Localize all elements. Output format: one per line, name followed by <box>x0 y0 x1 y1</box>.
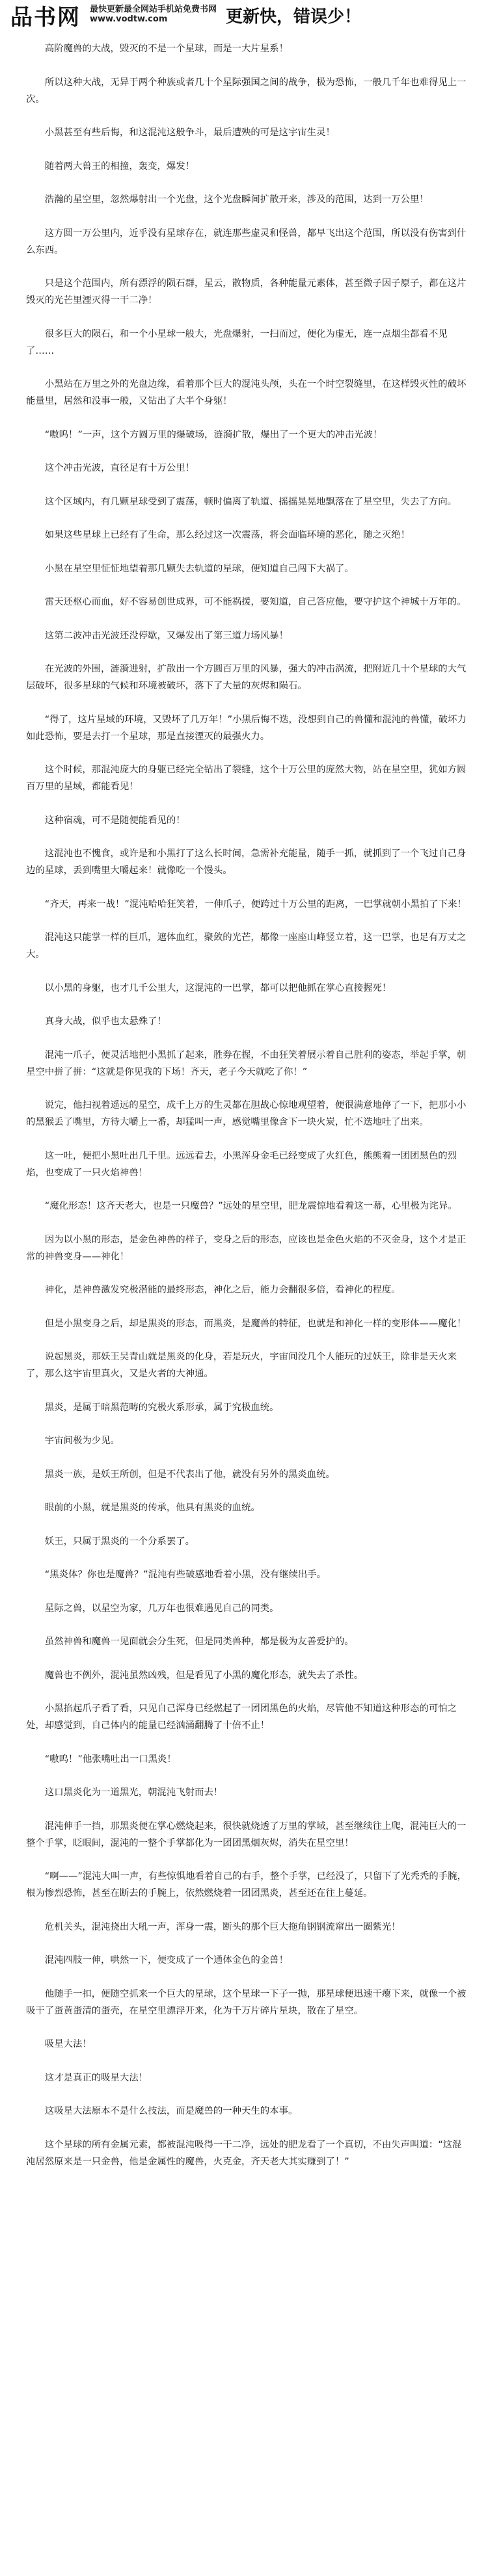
chapter-paragraph: 很多巨大的陨石，和一个小星球一般大，光盘爆射，一扫而过，便化为虚无，连一点烟尘都看不见了…… <box>26 328 448 356</box>
chapter-paragraph: 这个星球的所有金属元素，都被混沌吸得一干二净，远处的肥龙看了一个真切，不由失声叫道：“这混沌居然原来是一只金兽，他是金属性的魔兽，火克金，齐天老大其实赚到了！” <box>26 2139 462 2167</box>
chapter-paragraph: 这第二波冲击光波还没停歇，又爆发出了第三道力场风暴！ <box>44 630 288 641</box>
chapter-paragraph: 小黑在星空里怔怔地望着那几颗失去轨道的星球，便知道自己闯下大祸了。 <box>44 563 354 574</box>
chapter-paragraph: 神化，是神兽激发究极潜能的最终形态，神化之后，能力会翻很多倍，看神化的程度。 <box>44 1285 401 1295</box>
chapter-paragraph: 这种宿魂，可不是随便能看见的！ <box>44 815 185 826</box>
chapter-paragraph: 这混沌也不愧食，或许是和小黑打了这么长时间，急需补充能量，随手一抓，就抓到了一个飞过自己身边的星球，丢到嘴里大嚼起来！就像吃一个馒头。 <box>26 848 467 876</box>
chapter-paragraph: 小黑甚至有些后悔，和这混沌这般争斗，最后遭殃的可是这宇宙生灵！ <box>44 127 335 138</box>
chapter-paragraph: 宇宙间极为少见。 <box>44 1436 120 1446</box>
chapter-paragraph: 魔兽也不例外，混沌虽然凶残，但是看见了小黑的魔化形态，就失去了杀性。 <box>44 1670 364 1681</box>
chapter-paragraph: 混沌四肢一伸，哄然一下，便变成了一个通体金色的金兽！ <box>44 1955 288 1965</box>
chapter-paragraph: 这才是真正的吸星大法！ <box>44 2072 148 2083</box>
chapter-paragraph: 他随手一扣，便随空抓来一个巨大的星球，这个星球一下子一抛，那星球便迅速干瘪下来，就像一个被吸干了蛋黄蛋清的蛋壳，在星空里漂浮开来，化为千万片碎片星块，散在了星空。 <box>26 1988 467 2016</box>
chapter-paragraph: 危机关头，混沌挠出大吼一声，浑身一震，断头的那个巨大拖角钢钢流窜出一圈紫光！ <box>44 1921 401 1932</box>
chapter-paragraph: 这一吐，便把小黑吐出几千里。远远看去，小黑浑身金毛已经变成了火红色，熊熊着一团团黑色的烈焰，也变成了一只火焰神兽！ <box>26 1150 457 1178</box>
chapter-paragraph: “齐天，再来一战！”混沌哈哈狂笑着，一伸爪子，便跨过十万公里的距离，一巴掌就朝小黑拍了下来！ <box>44 899 467 910</box>
chapter-paragraph: 但是小黑变身之后，却是黑炎的形态，而黑炎，是魔兽的特征，也就是和神化一样的变形体——魔化！ <box>44 1318 467 1329</box>
chapter-paragraph: 雷天还枢心而血，好不容易创世成界，可不能祸援，要知道，自己答应他，要守护这个神城十万年的。 <box>44 597 467 607</box>
chapter-paragraph: “魔化形态！这齐天老大，也是一只魔兽？”远处的星空里，肥龙震惊地看着这一幕，心里极为诧异。 <box>44 1201 457 1211</box>
chapter-paragraph: 如果这些星球上已经有了生命，那么经过这一次震荡，将会面临环境的恶化，随之灭绝！ <box>44 530 411 540</box>
header-slogan-block <box>90 5 217 25</box>
chapter-paragraph: 这个区域内，有几颗星球受到了震荡，顿时偏离了轨道、摇摇晃晃地飘落在了星空里，失去了方向。 <box>44 496 457 507</box>
chapter-paragraph: 这个冲击光波，直径足有十万公里！ <box>44 463 195 473</box>
header-slogan-small: 最快更新最全网站手机站免费书网 <box>90 5 217 15</box>
chapter-paragraph: 这个时候，那混沌庞大的身躯已经完全钻出了裂缝，这个十万公里的庞然大物，站在星空里，犹如方圆百万里的星域，都能看见！ <box>26 765 467 792</box>
chapter-paragraph: 这吸星大法原本不是什么技法，而是魔兽的一种天生的本事。 <box>44 2106 298 2116</box>
header-slogan-big: 更新快，错误少！ <box>226 7 362 27</box>
chapter-paragraph: 混沌一爪子，便灵活地把小黑抓了起来，胜券在握，不由狂笑着展示着自己胜利的姿态，举起手掌，朝星空中拼了拼：“这就是你见我的下场！齐天，老子今天就吃了你！” <box>26 1049 467 1077</box>
chapter-paragraph: 说完，他扫视着遥远的星空，成千上万的生灵都在胆战心惊地观望着，便很满意地停了一下，把那小小的黑猴丢了嘴里，方待大嚼上一番，却猛叫一声，感觉嘴里像含下一块火炭，忙不迭地吐了出来。 <box>26 1100 467 1127</box>
chapter-paragraph: 只是这个范围内，所有漂浮的陨石群，星云，散物质，各种能量元素体，甚至微子因子原子，都在这片毁灭的光芒里湮灭得一干二净！ <box>26 278 467 306</box>
chapter-paragraph: 混沌这只能掌一样的巨爪，遮体血红，聚敛的光芒，都像一座座山峰竖立着，这一巴掌，也足有万丈之大。 <box>26 932 467 960</box>
chapter-paragraph: 虽然神兽和魔兽一见面就会分生死，但是同类兽种，都是极为友善爱护的。 <box>44 1636 354 1647</box>
chapter-paragraph: “啊——”混沌大叫一声，有些惊惧地看着自己的右手，整个手掌，已经没了，只留下了光秃秃的手腕，根为惨烈恐怖，甚至在断去的手腕上，依然燃烧着一团团黑炎，甚至还在往上蔓延。 <box>26 1871 467 1899</box>
chapter-paragraph: 黑炎一族，是妖王所创，但是不代表出了他，就没有另外的黑炎血统。 <box>44 1469 335 1480</box>
chapter-paragraph: 真身大战，似乎也太悬殊了！ <box>44 1016 167 1027</box>
site-header <box>0 0 488 30</box>
site-url[interactable]: www.vodtw.com <box>90 14 168 24</box>
chapter-paragraph: 眼前的小黑，就是黑炎的传承，他具有黑炎的血统。 <box>44 1503 260 1513</box>
chapter-paragraph: 说起黑炎，那妖王吴青山就是黑炎的化身，若是玩火，宇宙间没几个人能玩的过妖王，除非是天火来了，那么这宇宙里真火，又是火者的大神通。 <box>26 1352 457 1379</box>
chapter-paragraph: 黑炎，是属于暗黑范畴的究极火系形承，属于究极血统。 <box>44 1402 279 1413</box>
chapter-paragraph: 这方圆一万公里内，近乎没有星球存在，就连那些虚灵和怪兽，都早飞出这个范围，所以没有伤害到什么东西。 <box>26 228 467 256</box>
chapter-text <box>26 40 468 2187</box>
chapter-paragraph: 星际之兽，以星空为家，几万年也很难遇见自己的同类。 <box>44 1603 279 1614</box>
chapter-paragraph: 妖王，只属于黑炎的一个分系罢了。 <box>44 1536 195 1547</box>
chapter-paragraph: 随着两大兽王的相撞，轰变，爆发！ <box>44 161 195 172</box>
chapter-paragraph: 吸星大法！ <box>44 2039 92 2049</box>
chapter-paragraph: 以小黑的身躯，也才几千公里大，这混沌的一巴掌，都可以把他抓在掌心直接握死！ <box>44 982 392 993</box>
chapter-paragraph: 小黑站在万里之外的光盘边缘，看着那个巨大的混沌头颅，头在一个时空裂缝里，在这样毁灭性的破坏能量里，居然和没事一般，又钻出了大半个身躯！ <box>26 379 467 406</box>
chapter-paragraph: “黑炎体？你也是魔兽？”混沌有些破感地看着小黑，没有继续出手。 <box>44 1570 327 1580</box>
chapter-paragraph: 这口黑炎化为一道黑光，朝混沌飞射而去！ <box>44 1787 223 1798</box>
chapter-paragraph: 在光波的外围，涟漪进射，扩散出一个方圆百万里的风暴，强大的冲击涡流，把附近几十个星球的大气层破坏，很多星球的气候和环境被破坏，落下了大量的灰烬和陨石。 <box>26 664 467 691</box>
chapter-paragraph: 高阶魔兽的大战，毁灭的不是一个星球，而是一大片星系！ <box>44 44 288 54</box>
site-logo[interactable]: 品书网 <box>10 4 81 31</box>
chapter-paragraph: 混沌伸手一挡，那黑炎便在掌心燃烧起来，很快就烧透了万里的掌域，甚至继续往上爬，混沌巨大的一整个手掌，眨眼间，混沌的一整个手掌都化为一团团黑烟灰烬，消失在星空里！ <box>26 1820 467 1848</box>
chapter-paragraph: 因为以小黑的形态，是金色神兽的样子，变身之后的形态，应该也是金色火焰的不灭金身，这个才是正常的神兽变身——神化！ <box>26 1234 467 1262</box>
chapter-paragraph: 所以这种大战，无异于两个种族或者几十个星际强国之间的战争，极为恐怖，一般几千年也难得见上一次。 <box>26 77 467 105</box>
chapter-paragraph: 浩瀚的星空里，忽然爆射出一个光盘，这个光盘瞬间扩散开来，涉及的范围，达到一万公里！ <box>44 194 429 205</box>
chapter-paragraph: 小黑掐起爪子看了看，只见自己浑身已经燃起了一团团黑色的火焰，尽管他不知道这种形态的可怕之处，却感觉到，自己体内的能量已经汹涌翻腾了十倍不止！ <box>26 1703 457 1731</box>
chapter-paragraph: “嗷呜！”一声，这个方圆万里的爆破场，涟漪扩散，爆出了一个更大的冲击光波！ <box>44 429 383 440</box>
chapter-paragraph: “得了，这片星域的环境，又毁坏了几万年！”小黑后悔不迭，没想到自己的兽懂和混沌的兽懂，破坏力如此恐怖，要是去打一个星球，那是直接湮灭的最强火力。 <box>26 714 467 742</box>
chapter-paragraph: “嗷呜！”他张嘴吐出一口黑炎！ <box>44 1754 176 1765</box>
